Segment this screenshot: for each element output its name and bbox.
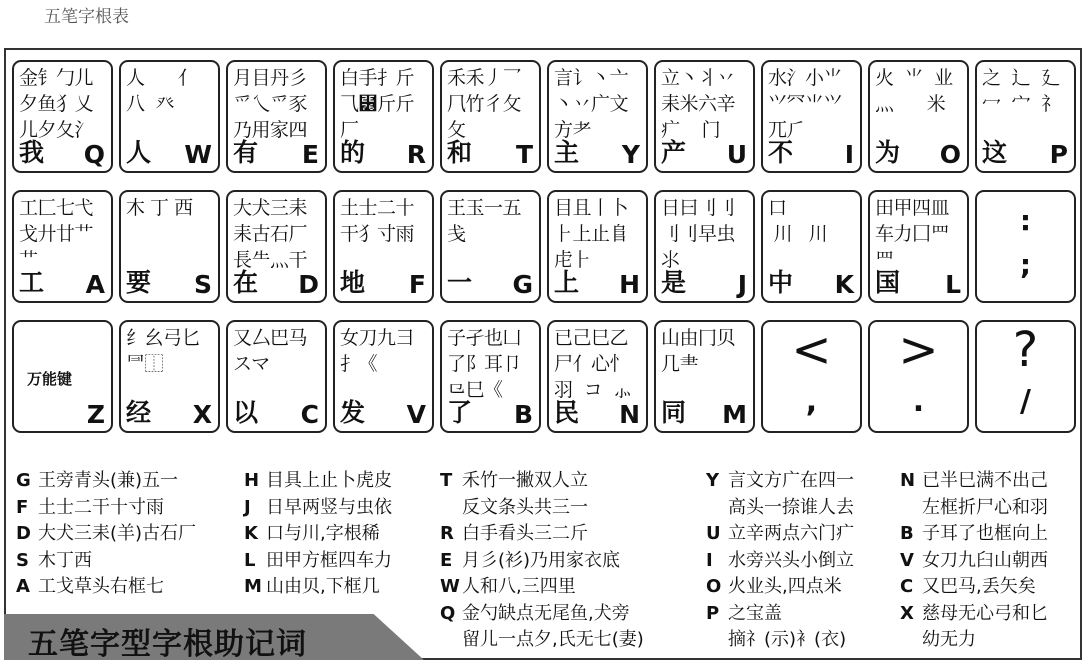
mnemonic-line <box>706 495 854 522</box>
key-letter: I <box>844 140 854 169</box>
key-roots: 日曰刂刂 刂⺉早虫 ⺢ <box>661 197 736 271</box>
key-x <box>119 320 220 433</box>
key-roots: 木 丁 西 <box>126 197 193 219</box>
key-roots: 纟幺弓匕 ⺜⿰ <box>126 327 201 375</box>
mnemonic-letter: A <box>16 576 30 597</box>
mnemonic-line <box>900 468 1048 495</box>
key-s <box>119 190 220 303</box>
key-roots: 禾禾丿乛 ⺇竹彳攵 攵 <box>447 67 522 141</box>
slash-key-bottom: / <box>1020 384 1031 419</box>
mnemonic-column <box>244 468 392 601</box>
mnemonic-text: 王旁青头(兼)五一 <box>38 470 179 491</box>
key-letter: W <box>184 140 212 169</box>
mnemonic-text: 大犬三⽾(羊)古石厂 <box>38 523 197 544</box>
key-character: 经 <box>126 398 152 427</box>
key-roots: 王⽟一五 戋 <box>447 197 522 245</box>
comma-key-top: < <box>791 322 832 378</box>
key-letter: X <box>192 400 212 429</box>
mnemonic-letter: B <box>900 523 914 544</box>
mnemonic-column <box>900 468 1048 654</box>
key-p <box>975 60 1076 173</box>
key-v <box>333 320 434 433</box>
key-period <box>868 320 969 433</box>
mnemonic-text: 子耳了也框向上 <box>922 523 1048 544</box>
key-d <box>226 190 327 303</box>
slash-key-top: ? <box>1012 322 1039 378</box>
mnemonic-text: 反文条头共三一 <box>462 496 588 518</box>
key-character: 地 <box>340 268 366 297</box>
mnemonic-letter: S <box>16 549 29 571</box>
key-character: 不 <box>768 138 794 167</box>
key-letter: F <box>408 270 426 299</box>
mnemonic-text: 禾竹一撇双人立 <box>462 470 588 491</box>
mnemonic-text: 又巴马,丢矢矣 <box>922 576 1036 597</box>
key-character: 上 <box>554 268 580 297</box>
key-character: 的 <box>340 138 366 167</box>
mnemonic-line <box>706 601 854 628</box>
key-character: 民 <box>554 398 580 427</box>
mnemonic-letter: V <box>900 549 914 571</box>
key-character: 中 <box>768 268 794 297</box>
mnemonic-line <box>706 521 854 548</box>
key-roots: 土士二十 干⺨寸雨 <box>340 197 415 245</box>
mnemonic-text: 留儿一点夕,氏无七(妻) <box>462 629 644 650</box>
mnemonic-line <box>900 574 1048 601</box>
key-letter: O <box>939 140 961 169</box>
key-t <box>440 60 541 173</box>
key-b <box>440 320 541 433</box>
mnemonic-letter: I <box>706 549 713 571</box>
mnemonic-letter: R <box>440 523 454 544</box>
mnemonic-text: 田甲方框四车力 <box>266 549 392 571</box>
mnemonic-text: 火业头,四点米 <box>728 576 842 597</box>
mnemonic-letter: N <box>900 470 916 491</box>
key-c <box>226 320 327 433</box>
semicolon-key-top: : <box>1019 204 1032 237</box>
key-character: 人 <box>126 138 152 167</box>
mnemonic-text: 人和八,三四里 <box>462 576 576 597</box>
mnemonic-line <box>16 574 196 601</box>
mnemonic-text: 左框折尸心和羽 <box>922 496 1048 518</box>
keyboard-row-2 <box>12 190 1076 303</box>
key-letter: H <box>619 270 640 299</box>
mnemonic-letter: U <box>706 523 721 544</box>
key-character: 产 <box>661 138 687 167</box>
mnemonic-letter: Q <box>440 602 456 624</box>
mnemonic-line <box>706 548 854 575</box>
mnemonic-text: 白手看头三二斤 <box>462 523 588 544</box>
comma-key-bottom: , <box>805 384 818 419</box>
key-character: 是 <box>661 268 687 297</box>
key-letter: Z <box>86 400 105 429</box>
mnemonic-line <box>440 574 644 601</box>
key-o <box>868 60 969 173</box>
key-comma <box>761 320 862 433</box>
key-letter: A <box>85 270 105 299</box>
mnemonic-line <box>900 495 1048 522</box>
mnemonic-letter: P <box>706 602 720 624</box>
key-letter: B <box>513 400 533 429</box>
key-roots: 金钅勹儿 夕鱼犭乂 儿夕夂⺡ <box>19 67 94 141</box>
key-character: 我 <box>19 138 45 167</box>
key-roots: 已己巳乙 尸⺅心忄 羽 コ ⺗ <box>554 327 632 401</box>
key-roots: 口 川 川 <box>768 197 828 245</box>
key-roots: 白手扌斤 ⺄⹶斤斤 厂 <box>340 67 415 141</box>
mnemonic-text: 立辛两点六门疒 <box>728 523 854 544</box>
mnemonic-letter: W <box>440 576 460 597</box>
mnemonic-letter: M <box>244 576 262 597</box>
mnemonic-line <box>244 495 392 522</box>
mnemonic-letter: T <box>440 470 453 491</box>
mnemonic-line <box>244 468 392 495</box>
mnemonic-text: 金勺缺点无尾鱼,犬旁 <box>462 602 630 624</box>
key-letter: T <box>515 140 533 169</box>
key-q <box>12 60 113 173</box>
mnemonic-letter: C <box>900 576 914 597</box>
key-letter: V <box>406 400 426 429</box>
key-i <box>761 60 862 173</box>
key-letter: E <box>301 140 319 169</box>
mnemonic-letter: X <box>900 602 914 624</box>
key-r <box>333 60 434 173</box>
mnemonic-line <box>440 495 644 522</box>
key-character: 以 <box>233 398 259 427</box>
key-character: 要 <box>126 268 152 297</box>
mnemonic-text: 山由贝,下框几 <box>266 576 380 597</box>
mnemonic-text: 水旁兴头小倒立 <box>728 549 854 571</box>
key-g <box>440 190 541 303</box>
key-letter: G <box>512 270 533 299</box>
mnemonic-line <box>16 495 196 522</box>
key-slash <box>975 320 1076 433</box>
mnemonic-text: 言文方广在四一 <box>728 470 854 491</box>
key-roots: 大犬三⽾ ⽾古石厂 長⺧⺣⼲ <box>233 197 308 271</box>
mnemonic-text: 幼无力 <box>922 629 976 650</box>
mnemonic-letter: H <box>244 470 260 491</box>
mnemonic-line <box>16 521 196 548</box>
key-roots: 言讠丶亠 丶丷广文 方⺹ <box>554 67 629 141</box>
period-key-bottom: . <box>912 384 925 419</box>
key-roots: 水氵小⺌ ⺍⺳⺌⺍ ⺎⺁ <box>768 67 843 141</box>
mnemonic-line <box>440 468 644 495</box>
mnemonic-line <box>244 548 392 575</box>
mnemonic-line <box>440 548 644 575</box>
page-title: 五笔字根表 <box>44 7 129 27</box>
mnemonic-letter: K <box>244 523 258 544</box>
key-letter: D <box>298 270 319 299</box>
mnemonic-column <box>706 468 854 654</box>
key-character: 了 <box>447 398 473 427</box>
key-y <box>547 60 648 173</box>
mnemonic-line <box>900 627 1048 654</box>
key-u <box>654 60 755 173</box>
key-letter: L <box>945 270 961 299</box>
key-letter: U <box>726 140 747 169</box>
mnemonic-text: 女刀九臼山朝西 <box>922 549 1048 571</box>
key-roots: 人 亻 八 癶 <box>126 67 197 115</box>
key-character: 和 <box>447 138 473 167</box>
key-roots: 田甲四皿 车力囗罒 ⺲ <box>875 197 950 271</box>
key-roots: 目且丨卜 ⺊上止⻕ 虍⺊ <box>554 197 629 271</box>
key-letter: S <box>193 270 212 299</box>
mnemonic-letter: L <box>244 549 256 571</box>
key-letter: K <box>834 270 854 299</box>
key-roots: 山由冂贝 几⺻ <box>661 327 736 375</box>
mnemonic-letter: G <box>16 470 31 491</box>
key-e <box>226 60 327 173</box>
key-character: 有 <box>233 138 259 167</box>
key-character: 这 <box>982 138 1008 167</box>
key-letter: M <box>722 400 747 429</box>
key-m <box>654 320 755 433</box>
mnemonic-line <box>900 548 1048 575</box>
key-w <box>119 60 220 173</box>
mnemonic-line <box>16 548 196 575</box>
mnemonic-letter: E <box>440 549 453 571</box>
mnemonic-text: 木丁西 <box>38 549 92 571</box>
key-roots: 工匚七弋 戈廾廿艹 ⺾ <box>19 197 94 271</box>
key-z <box>12 320 113 433</box>
key-character: 国 <box>875 268 901 297</box>
mnemonic-column <box>440 468 644 654</box>
mnemonic-line <box>706 468 854 495</box>
universal-key-label: 万能键 <box>26 370 72 388</box>
key-roots: 月目丹彡 爫乀爫豕 乃用家㆕ <box>233 67 308 141</box>
key-roots: 女刀九彐 ⺘《 <box>340 327 415 375</box>
mnemonic-line <box>440 521 644 548</box>
period-key-top: > <box>898 322 939 378</box>
key-letter: N <box>619 400 640 429</box>
mnemonic-text: 月彡(衫)乃用家衣底 <box>462 549 621 571</box>
mnemonic-text: 口与川,字根稀 <box>266 523 380 544</box>
mnemonic-letter: D <box>16 523 31 544</box>
key-roots: 火 ⺌ 业 灬 米 <box>875 67 953 115</box>
key-h <box>547 190 648 303</box>
key-f <box>333 190 434 303</box>
key-character: 一 <box>447 268 473 297</box>
key-l <box>868 190 969 303</box>
banner-title: 五笔字型字根助记词 <box>28 627 307 662</box>
key-letter: Y <box>621 140 640 169</box>
key-character: 为 <box>875 138 901 167</box>
mnemonic-line <box>244 574 392 601</box>
mnemonic-line <box>706 627 854 654</box>
mnemonic-text: 慈母无心弓和匕 <box>922 602 1048 624</box>
key-letter: C <box>300 400 319 429</box>
key-character: 同 <box>661 398 687 427</box>
key-k <box>761 190 862 303</box>
mnemonic-line <box>440 627 644 654</box>
mnemonic-letter: J <box>244 496 251 518</box>
mnemonic-text: 已半巳满不出己 <box>922 470 1048 491</box>
key-character: 主 <box>554 138 580 167</box>
mnemonic-letter: F <box>16 496 29 518</box>
key-character: 在 <box>233 268 259 297</box>
mnemonic-line <box>244 521 392 548</box>
mnemonic-letter: Y <box>706 470 720 491</box>
mnemonic-text: 目具上止卜虎皮 <box>266 470 392 491</box>
key-n <box>547 320 648 433</box>
key-a <box>12 190 113 303</box>
mnemonic-text: 土士二干十寸雨 <box>38 496 164 518</box>
mnemonic-text: 之宝盖 <box>728 602 782 624</box>
keyboard-row-1 <box>12 60 1076 173</box>
key-roots: 之 辶 廴 冖 宀 礻 <box>982 67 1060 115</box>
mnemonic-text: 工戈草头右框七 <box>38 576 164 597</box>
semicolon-key-bottom: ; <box>1019 248 1032 281</box>
key-j <box>654 190 755 303</box>
keyboard-row-3 <box>12 320 1076 433</box>
mnemonic-line <box>900 521 1048 548</box>
mnemonic-text: 日早两竖与虫依 <box>266 496 392 518</box>
mnemonic-text: 高头一捺谁人去 <box>728 496 854 518</box>
key-letter: R <box>406 140 426 169</box>
mnemonic-text: 摘礻(示)衤(衣) <box>728 629 847 650</box>
key-letter: Q <box>83 140 105 169</box>
key-roots: 又厶巴马 スマ <box>233 327 308 375</box>
key-semicolon <box>975 190 1076 303</box>
key-letter: P <box>1049 140 1068 169</box>
key-roots: 立丶丬丷 ⽾⽶六辛 疒 门 <box>661 67 736 141</box>
mnemonic-line <box>706 574 854 601</box>
mnemonic-column <box>16 468 196 601</box>
mnemonic-letter: O <box>706 576 722 597</box>
key-character: 发 <box>340 398 366 427</box>
key-letter: J <box>737 270 747 299</box>
mnemonic-line <box>16 468 196 495</box>
key-roots: 子孑也凵 了阝耳卩 ⺋巳《 <box>447 327 522 401</box>
mnemonic-line <box>900 601 1048 628</box>
mnemonic-line <box>440 601 644 628</box>
key-character: 工 <box>19 268 45 297</box>
